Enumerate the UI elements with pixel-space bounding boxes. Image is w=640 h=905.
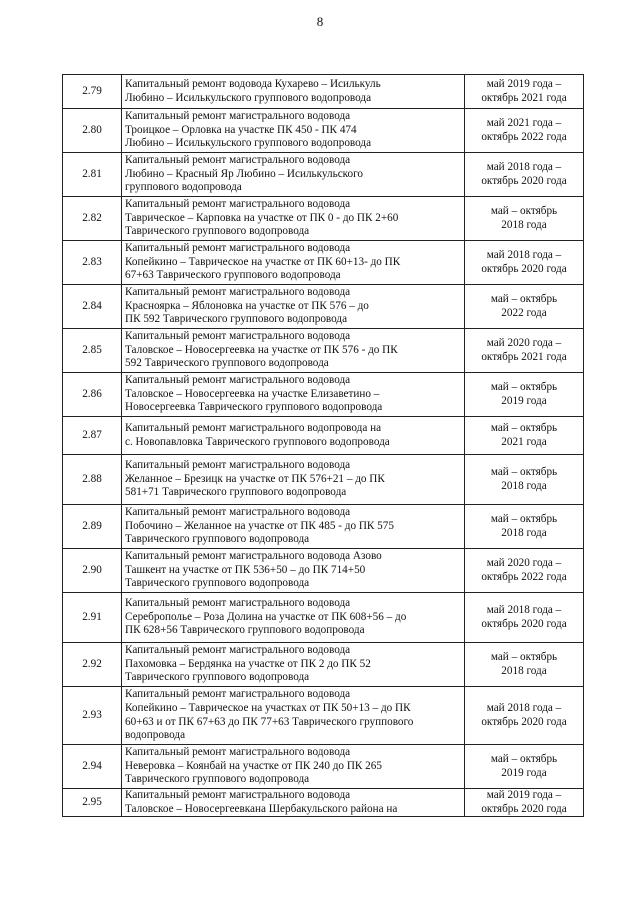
work-period xyxy=(465,789,584,817)
period-line: октябрь 2020 года xyxy=(481,617,567,630)
period-line: 2022 года xyxy=(501,306,547,319)
period-line: май 2020 года – xyxy=(486,336,562,349)
work-period xyxy=(465,329,584,373)
description-line: Красноярка – Яблоновка на участке от ПК 576 – до xyxy=(125,299,369,312)
description-line: Таврического группового водопровода xyxy=(125,577,310,590)
row-number: 2.94 xyxy=(63,745,122,789)
description-line: ПК 628+56 Таврического группового водопровода xyxy=(125,624,365,637)
description-line: Капитальный ремонт магистрального водовода xyxy=(125,597,351,610)
work-description xyxy=(122,329,465,373)
work-description xyxy=(122,593,465,643)
work-description xyxy=(122,643,465,687)
description-line: Капитальный ремонт магистрального водовода xyxy=(125,746,351,759)
period-line: октябрь 2020 года xyxy=(481,174,567,187)
description-line: Желанное – Брезицк на участке от ПК 576+21 – до ПК xyxy=(125,472,385,485)
description-line: Таловское – Новосергеевка на участке Елизаветино – xyxy=(125,387,380,400)
work-period xyxy=(465,593,584,643)
table-row xyxy=(63,455,584,505)
work-period xyxy=(465,197,584,241)
work-period xyxy=(465,153,584,197)
table-row xyxy=(63,505,584,549)
description-line: Побочино – Желанное на участке от ПК 485 - до ПК 575 xyxy=(125,519,394,532)
description-line: Новосергеевка Таврического группового водопровода xyxy=(125,401,383,414)
period-line: 2018 года xyxy=(501,218,547,231)
row-number: 2.86 xyxy=(63,373,122,417)
period-line: май 2018 года – xyxy=(486,603,562,616)
description-line: Пахомовка – Бердянка на участке от ПК 2 до ПК 52 xyxy=(125,657,371,670)
table-row xyxy=(63,285,584,329)
table-row xyxy=(63,593,584,643)
period-line: октябрь 2022 года xyxy=(481,130,567,143)
period-line: 2021 года xyxy=(501,435,547,448)
period-line: 2019 года xyxy=(501,394,547,407)
period-line: май – октябрь xyxy=(490,465,558,478)
work-period xyxy=(465,241,584,285)
description-line: Капитальный ремонт магистрального водовода xyxy=(125,459,351,472)
table-row xyxy=(63,153,584,197)
table-row xyxy=(63,417,584,455)
work-description xyxy=(122,75,465,109)
work-period xyxy=(465,549,584,593)
period-line: октябрь 2020 года xyxy=(481,262,567,275)
work-description xyxy=(122,687,465,745)
description-line: Таловское – Новосергеевкана Шербакульского района на xyxy=(125,802,398,815)
description-line: Таловское – Новосергеевка на участке от ПК 576 - до ПК xyxy=(125,343,398,356)
work-description xyxy=(122,241,465,285)
period-line: октябрь 2020 года xyxy=(481,715,567,728)
work-description xyxy=(122,197,465,241)
description-line: Капитальный ремонт магистрального водовода xyxy=(125,688,351,701)
table-row xyxy=(63,241,584,285)
row-number: 2.87 xyxy=(63,417,122,455)
description-line: Копейкино – Таврическое на участке от ПК 60+13- до ПК xyxy=(125,255,401,268)
work-period xyxy=(465,109,584,153)
works-table xyxy=(62,74,584,817)
table-row xyxy=(63,745,584,789)
table-row xyxy=(63,329,584,373)
row-number: 2.95 xyxy=(63,789,122,817)
table-row xyxy=(63,373,584,417)
description-line: 67+63 Таврического группового водопровода xyxy=(125,269,341,282)
work-description xyxy=(122,109,465,153)
description-line: водопровода xyxy=(125,729,186,742)
description-line: Капитальный ремонт магистрального водовода xyxy=(125,198,351,211)
row-number: 2.93 xyxy=(63,687,122,745)
row-number: 2.89 xyxy=(63,505,122,549)
description-line: Любино – Исилькульского группового водопровода xyxy=(125,91,372,104)
description-line: Капитальный ремонт магистрального водовода xyxy=(125,330,351,343)
row-number: 2.80 xyxy=(63,109,122,153)
period-line: май – октябрь xyxy=(490,380,558,393)
description-line: 592 Таврического группового водопровода xyxy=(125,357,329,370)
period-line: май – октябрь xyxy=(490,204,558,217)
row-number: 2.91 xyxy=(63,593,122,643)
period-line: октябрь 2021 года xyxy=(481,350,567,363)
description-line: Копейкино – Таврическое на участках от ПК 50+13 – до ПК xyxy=(125,701,411,714)
period-line: май 2020 года – xyxy=(486,556,562,569)
period-line: 2019 года xyxy=(501,766,547,779)
table-row xyxy=(63,75,584,109)
description-line: Любино – Красный Яр Любино – Исилькульского xyxy=(125,167,364,180)
row-number: 2.88 xyxy=(63,455,122,505)
period-line: 2018 года xyxy=(501,664,547,677)
description-line: Любино – Исилькульского группового водопровода xyxy=(125,137,372,150)
table-row xyxy=(63,549,584,593)
period-line: май – октябрь xyxy=(490,512,558,525)
period-line: май 2019 года – xyxy=(486,77,562,90)
description-line: Капитальный ремонт магистрального водовода xyxy=(125,242,351,255)
description-line: 60+63 и от ПК 67+63 до ПК 77+63 Таврического группового xyxy=(125,715,414,728)
period-line: май 2018 года – xyxy=(486,701,562,714)
period-line: октябрь 2022 года xyxy=(481,570,567,583)
work-period xyxy=(465,455,584,505)
page-number: 8 xyxy=(316,14,324,29)
description-line: Таврического группового водопровода xyxy=(125,533,310,546)
work-period xyxy=(465,745,584,789)
work-description xyxy=(122,505,465,549)
period-line: май 2018 года – xyxy=(486,160,562,173)
period-line: май – октябрь xyxy=(490,292,558,305)
work-period xyxy=(465,643,584,687)
work-description xyxy=(122,789,465,817)
description-line: Капитальный ремонт магистрального водовода xyxy=(125,374,351,387)
period-line: май 2021 года – xyxy=(486,116,562,129)
row-number: 2.81 xyxy=(63,153,122,197)
table-body xyxy=(63,75,584,817)
work-period xyxy=(465,687,584,745)
description-line: Капитальный ремонт магистрального водовода xyxy=(125,506,351,519)
period-line: май – октябрь xyxy=(490,421,558,434)
description-line: Капитальный ремонт магистрального водопровода на xyxy=(125,421,382,434)
description-line: 581+71 Таврического группового водопровода xyxy=(125,486,347,499)
work-description xyxy=(122,549,465,593)
period-line: май – октябрь xyxy=(490,650,558,663)
row-number: 2.92 xyxy=(63,643,122,687)
description-line: Капитальный ремонт водовода Кухарево – Исилькуль xyxy=(125,77,381,90)
description-line: Ташкент на участке от ПК 536+50 – до ПК 714+50 xyxy=(125,563,366,576)
period-line: 2018 года xyxy=(501,479,547,492)
description-line: Капитальный ремонт магистрального водовода xyxy=(125,110,351,123)
period-line: май 2018 года – xyxy=(486,248,562,261)
work-description xyxy=(122,417,465,455)
work-period xyxy=(465,505,584,549)
period-line: май 2019 года – xyxy=(486,789,562,801)
description-line: Капитальный ремонт магистрального водовода xyxy=(125,154,351,167)
work-description xyxy=(122,455,465,505)
table-row xyxy=(63,109,584,153)
work-description xyxy=(122,285,465,329)
table-row xyxy=(63,687,584,745)
description-line: Капитальный ремонт магистрального водовода xyxy=(125,644,351,657)
work-period xyxy=(465,417,584,455)
row-number: 2.83 xyxy=(63,241,122,285)
period-line: 2018 года xyxy=(501,526,547,539)
period-line: октябрь 2021 года xyxy=(481,91,567,104)
row-number: 2.84 xyxy=(63,285,122,329)
period-line: май – октябрь xyxy=(490,752,558,765)
row-number: 2.90 xyxy=(63,549,122,593)
description-line: Таврического группового водопровода xyxy=(125,773,310,786)
work-description xyxy=(122,153,465,197)
table-row xyxy=(63,643,584,687)
description-line: Капитальный ремонт магистрального водовода xyxy=(125,286,351,299)
row-number: 2.85 xyxy=(63,329,122,373)
row-number: 2.82 xyxy=(63,197,122,241)
work-description xyxy=(122,373,465,417)
description-line: Таврического группового водопровода xyxy=(125,225,310,238)
work-period xyxy=(465,373,584,417)
work-period xyxy=(465,75,584,109)
description-line: с. Новопавловка Таврического группового водопровода xyxy=(125,435,390,448)
description-line: Таврическое – Карповка на участке от ПК 0 - до ПК 2+60 xyxy=(125,211,399,224)
description-line: ПК 592 Таврического группового водопровода xyxy=(125,313,348,326)
description-line: Капитальный ремонт магистрального водовода xyxy=(125,789,351,801)
row-number: 2.79 xyxy=(63,75,122,109)
description-line: Сереброполье – Роза Долина на участке от ПК 608+56 – до xyxy=(125,610,407,623)
description-line: Троицкое – Орловка на участке ПК 450 - ПК 474 xyxy=(125,123,357,136)
table-row xyxy=(63,789,584,817)
description-line: Таврического группового водопровода xyxy=(125,671,310,684)
work-period xyxy=(465,285,584,329)
description-line: Неверовка – Коянбай на участке от ПК 240 до ПК 265 xyxy=(125,759,382,772)
description-line: группового водопровода xyxy=(125,181,242,194)
description-line: Капитальный ремонт магистрального водовода Азово xyxy=(125,550,382,563)
work-description xyxy=(122,745,465,789)
table-row xyxy=(63,197,584,241)
period-line: октябрь 2020 года xyxy=(481,802,567,815)
